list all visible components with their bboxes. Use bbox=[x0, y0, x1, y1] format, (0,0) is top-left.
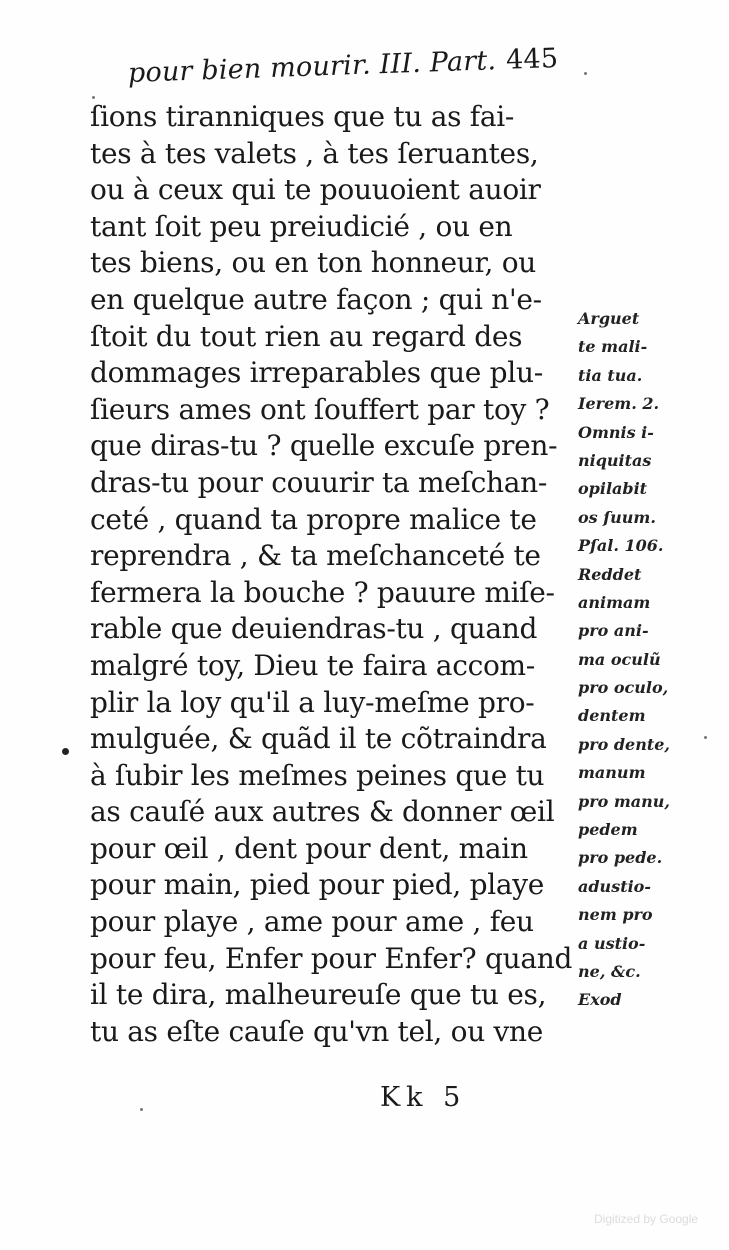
margin-note-line: a ustio- bbox=[578, 933, 646, 953]
running-head bbox=[127, 42, 588, 89]
text-line: fermera la bouche ? pauure miſe- bbox=[90, 575, 555, 609]
text-line: pour œil , dent pour dent, main bbox=[90, 831, 528, 865]
text-line: à ſubir les meſmes peines que tu bbox=[90, 758, 545, 792]
margin-note-line: os ſuum. bbox=[578, 507, 656, 527]
margin-note-line: opilabit bbox=[578, 479, 648, 499]
text-line: plir la loy qu'il a luy-meſme pro- bbox=[90, 685, 535, 719]
text-line: il te dira, malheureuſe que tu es, bbox=[90, 978, 547, 1012]
margin-note-line: niquitas bbox=[578, 450, 652, 470]
ink-speck bbox=[92, 96, 95, 99]
text-line: rable que deuiendras-tu , quand bbox=[90, 612, 538, 646]
margin-note-line: Ierem. 2. bbox=[578, 394, 660, 414]
margin-note-line: dentem bbox=[578, 706, 646, 726]
margin-note-line: adustio- bbox=[578, 876, 651, 896]
margin-note-line: Pſal. 106. bbox=[578, 536, 664, 556]
margin-note-line: ma oculũ bbox=[578, 649, 661, 669]
marginal-notes bbox=[578, 305, 718, 1015]
margin-note-line: Exod bbox=[578, 990, 622, 1010]
text-line: tu as eſte cauſe qu'vn tel, ou vne bbox=[90, 1014, 544, 1048]
text-line: en quelque autre façon ; qui n'e- bbox=[90, 282, 542, 316]
margin-note-line: nem pro bbox=[578, 905, 653, 925]
text-line: ſions tiranniques que tu as fai- bbox=[90, 100, 515, 133]
page-number: 445 bbox=[505, 42, 559, 76]
ink-speck bbox=[584, 72, 587, 75]
margin-note-line: pedem bbox=[578, 820, 638, 840]
margin-note-line: pro manu, bbox=[578, 791, 670, 811]
text-line: as cauſé aux autres & donner œil bbox=[90, 795, 555, 829]
margin-note-line: te mali- bbox=[578, 337, 648, 357]
text-line: dras-tu pour couurir ta meſchan- bbox=[90, 465, 547, 499]
signature-mark: Kk 5 bbox=[380, 1082, 467, 1113]
text-line: ſieurs ames ont ſouffert par toy ? bbox=[90, 392, 550, 426]
margin-note-line: pro dente, bbox=[578, 734, 670, 754]
margin-note-line: animam bbox=[578, 592, 651, 612]
text-line: pour feu, Enfer pour Enfer? quand bbox=[90, 941, 573, 975]
margin-note-line: tia tua. bbox=[578, 365, 643, 385]
running-head-title: pour bien mourir. III. Part. bbox=[127, 45, 497, 89]
text-line: tant ſoit peu preiudicié , ou en bbox=[90, 209, 513, 243]
text-line: ou à ceux qui te pouuoient auoir bbox=[90, 173, 541, 207]
text-line: mulguée, & quãd il te cõtraindra bbox=[90, 722, 547, 756]
text-line: pour playe , ame pour ame , feu bbox=[90, 905, 534, 939]
text-line: ceté , quand ta propre malice te bbox=[90, 502, 537, 536]
margin-note-line: manum bbox=[578, 763, 646, 783]
margin-note-line: Omnis i- bbox=[578, 422, 654, 442]
ink-speck bbox=[704, 736, 707, 739]
text-line: malgré toy, Dieu te faira accom- bbox=[90, 648, 535, 682]
text-line: que diras-tu ? quelle excuſe pren- bbox=[90, 429, 558, 463]
margin-note-line: pro oculo, bbox=[578, 678, 669, 698]
margin-note-line: pro ani- bbox=[578, 621, 649, 641]
text-line: pour main, pied pour pied, playe bbox=[90, 868, 545, 902]
margin-dot bbox=[62, 748, 69, 755]
text-line: ſtoit du tout rien au regard des bbox=[90, 319, 523, 353]
watermark: Digitized by Google bbox=[594, 1212, 699, 1226]
margin-note-line: ne, &c. bbox=[578, 961, 641, 981]
margin-note-line: Arguet bbox=[578, 309, 640, 328]
text-line: dommages irreparables que plu- bbox=[90, 356, 543, 390]
text-line: tes à tes valets , à tes ſeruantes, bbox=[90, 136, 539, 170]
margin-note-line: Reddet bbox=[578, 564, 642, 584]
text-line: tes biens, ou en ton honneur, ou bbox=[90, 246, 537, 280]
ink-speck bbox=[140, 1108, 143, 1111]
margin-note-line: pro pede. bbox=[578, 848, 663, 868]
text-line: reprendra , & ta meſchanceté te bbox=[90, 539, 541, 573]
body-text bbox=[90, 99, 578, 1050]
